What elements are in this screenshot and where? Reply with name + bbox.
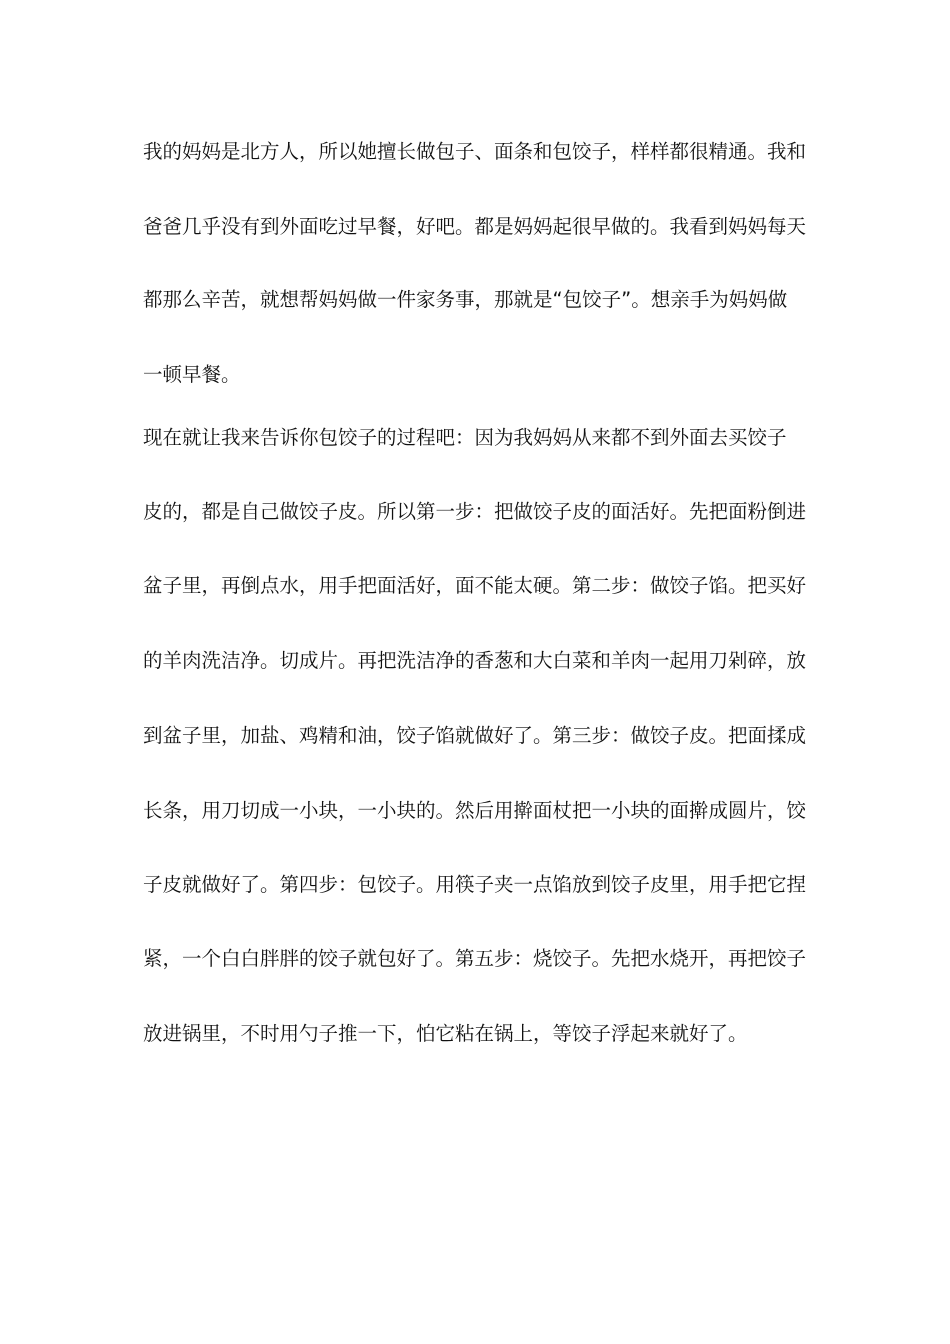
text-line-1: 我的妈妈是北方人，所以她擅长做包子、面条和包饺子，样样都很精通。我和 (143, 140, 807, 163)
text-line-6: 皮的，都是自己做饺子皮。所以第一步：把做饺子皮的面活好。先把面粉倒进 (143, 500, 807, 523)
text-line-9: 到盆子里，加盐、鸡精和油，饺子馅就做好了。第三步：做饺子皮。把面揉成 (143, 724, 807, 747)
text-line-11: 子皮就做好了。第四步：包饺子。用筷子夹一点馅放到饺子皮里，用手把它捏 (143, 873, 807, 896)
text-line-13: 放进锅里，不时用勺子推一下，怕它粘在锅上，等饺子浮起来就好了。 (143, 1022, 748, 1045)
text-line-12: 紧，一个白白胖胖的饺子就包好了。第五步：烧饺子。先把水烧开，再把饺子 (143, 947, 807, 970)
text-line-4: 一顿早餐。 (143, 363, 241, 386)
text-line-5: 现在就让我来告诉你包饺子的过程吧：因为我妈妈从来都不到外面去买饺子 (143, 426, 787, 449)
text-line-10: 长条，用刀切成一小块，一小块的。然后用擀面杖把一小块的面擀成圆片，饺 (143, 799, 807, 822)
text-line-3: 都那么辛苦，就想帮妈妈做一件家务事，那就是“包饺子”。想亲手为妈妈做 (143, 288, 788, 311)
text-line-7: 盆子里，再倒点水，用手把面活好，面不能太硬。第二步：做饺子馅。把买好 (143, 574, 807, 597)
text-line-8: 的羊肉洗洁净。切成片。再把洗洁净的香葱和大白菜和羊肉一起用刀剁碎，放 (143, 649, 807, 672)
text-line-2: 爸爸几乎没有到外面吃过早餐，好吧。都是妈妈起很早做的。我看到妈妈每天 (143, 215, 807, 238)
